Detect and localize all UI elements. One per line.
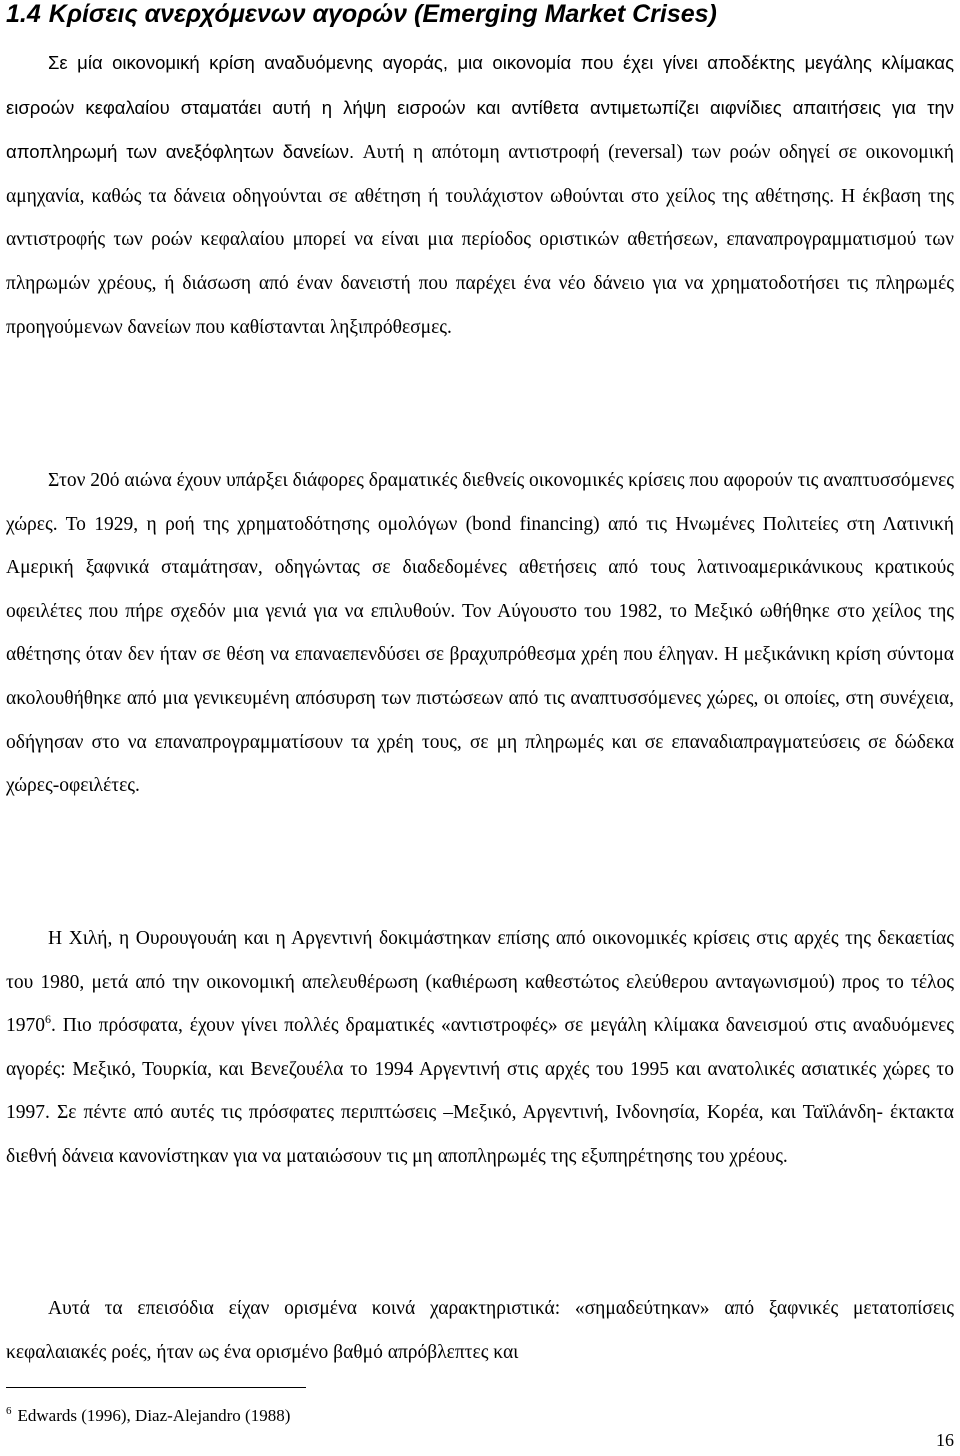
section-number: 1.4 [6,0,41,28]
paragraph-1 [6,41,954,349]
footnote-reference: 6 [45,1012,51,1027]
footnote-marker: 6 [6,1405,12,1417]
section-heading [6,0,717,30]
section-title: Κρίσεις ανερχόμενων αγορών (Emerging Market Crises) [48,0,717,28]
paragraph-2: Στον 20ό αιώνα έχουν υπάρξει διάφορες δραματικές διεθνείς οικονομικές κρίσεις που αφορούν τις αναπτυσσόμενες χώρες. Το 1929, η ροή της χρηματοδότησης ομολόγων (bond financing) από τις Ηνωμένες Πολιτείες στη Λατινική Αμερική ξαφνικά σταμάτησαν, οδηγώντας σε διαδεδομένες αθετήσεις από τους λατινοαμερικάνικους κρατικούς οφειλέτες που πήρε σχεδόν μια γενιά για να επιλυθούν. Τον Αύγουστο του 1982, το Μεξικό ωθήθηκε στο χείλος της αθέτησης όταν δεν ήταν σε θέση να επαναεπενδύσει σε βραχυπρόθεσμα χρέη που έληγαν. Η μεξικάνικη κρίση σύντομα ακολουθήθηκε από μια γενικευμένη απόσυρση των πιστώσεων από τις αναπτυσσόμενες χώρες, οι οποίες, στη συνέχεια, οδήγησαν στο να επαναπρογραμματίσουν τα χρέη τους, σε μη πληρωμές και σε επαναδιαπραγματεύσεις σε δώδεκα χώρες-οφειλέτες. [6,470,955,797]
paragraph-1-sentence-a: Σε μία οικονομική κρίση αναδυόμενης αγοράς, μια οικονομία που έχει γίνει αποδέκτης μεγάλης κλίμακας εισροών κεφαλαίου σταματάει αυτή η λήψη εισροών και αντίθετα αντιμετωπίζει αιφνίδιες απαιτήσεις για την αποπληρωμή των ανεξόφλητων δανείων. [6,52,954,163]
footnote-text: Edwards (1996), Diaz-Alejandro (1988) [17,1406,291,1425]
page-number: 16 [936,1430,954,1450]
paragraph-3-part-b: . Πιο πρόσφατα, έχουν γίνει πολλές δραματικές «αντιστροφές» σε μεγάλη κλίμακα δανεισμού στις αναδυόμενες αγορές: Μεξικό, Τουρκία, και Βενεζουέλα το 1994 Αργεντινή στις αρχές του 1995 και ανατολικές ασιατικές χώρες το 1997. Σε πέντε από αυτές τις πρόσφατες περιπτώσεις –Μεξικό, Αργεντινή, Ινδονησία, Κορέα, και Ταϊλάνδη- έκτακτα διεθνή δάνεια κανονίστηκαν για να ματαιώσουν τις μη αποπληρωμές της εξυπηρέτησης του χρέους. [6,1015,954,1167]
paragraph-3 [6,917,954,1179]
paragraph-1-sentence-c: Η έκβαση της αντιστροφής των ροών κεφαλαίου μπορεί να είναι μια περίοδος οριστικών αθετήσεων, επαναπρογραμματισμού των πληρωμών χρέους, ή διάσωση από έναν δανειστή που παρέχει ένα νέο δάνειο για να χρηματοδοτήσει τις πληρωμές προηγούμενων δανείων που καθίστανται ληξιπρόθεσμες. [6,185,955,338]
footnote [6,1405,290,1427]
paragraph-1-sentence-b: Αυτή η απότομη αντιστροφή (reversal) των ροών οδηγεί σε οικονομική αμηχανία, καθώς τα δάνεια οδηγούνται σε αθέτηση ή τουλάχιστον ωθούνται στο χείλος της αθέτησης. [6,142,954,207]
paragraph-4: Αυτά τα επεισόδια είχαν ορισμένα κοινά χαρακτηριστικά: «σημαδεύτηκαν» από ξαφνικές μετατοπίσεις κεφαλαιακές ροές, ήταν ως ένα ορισμένο βαθμό απρόβλεπτες και [6,1298,954,1363]
footnote-separator [6,1387,306,1388]
paragraph-3-part-a: Η Χιλή, η Ουρουγουάη και η Αργεντινή δοκιμάστηκαν επίσης από οικονομικές κρίσεις στις αρχές της δεκαετίας του 1980, μετά από την οικονομική απελευθέρωση (καθιέρωση καθεστώτος ελεύθερου ανταγωνισμού) προς το τέλος 1970 [6,928,954,1037]
